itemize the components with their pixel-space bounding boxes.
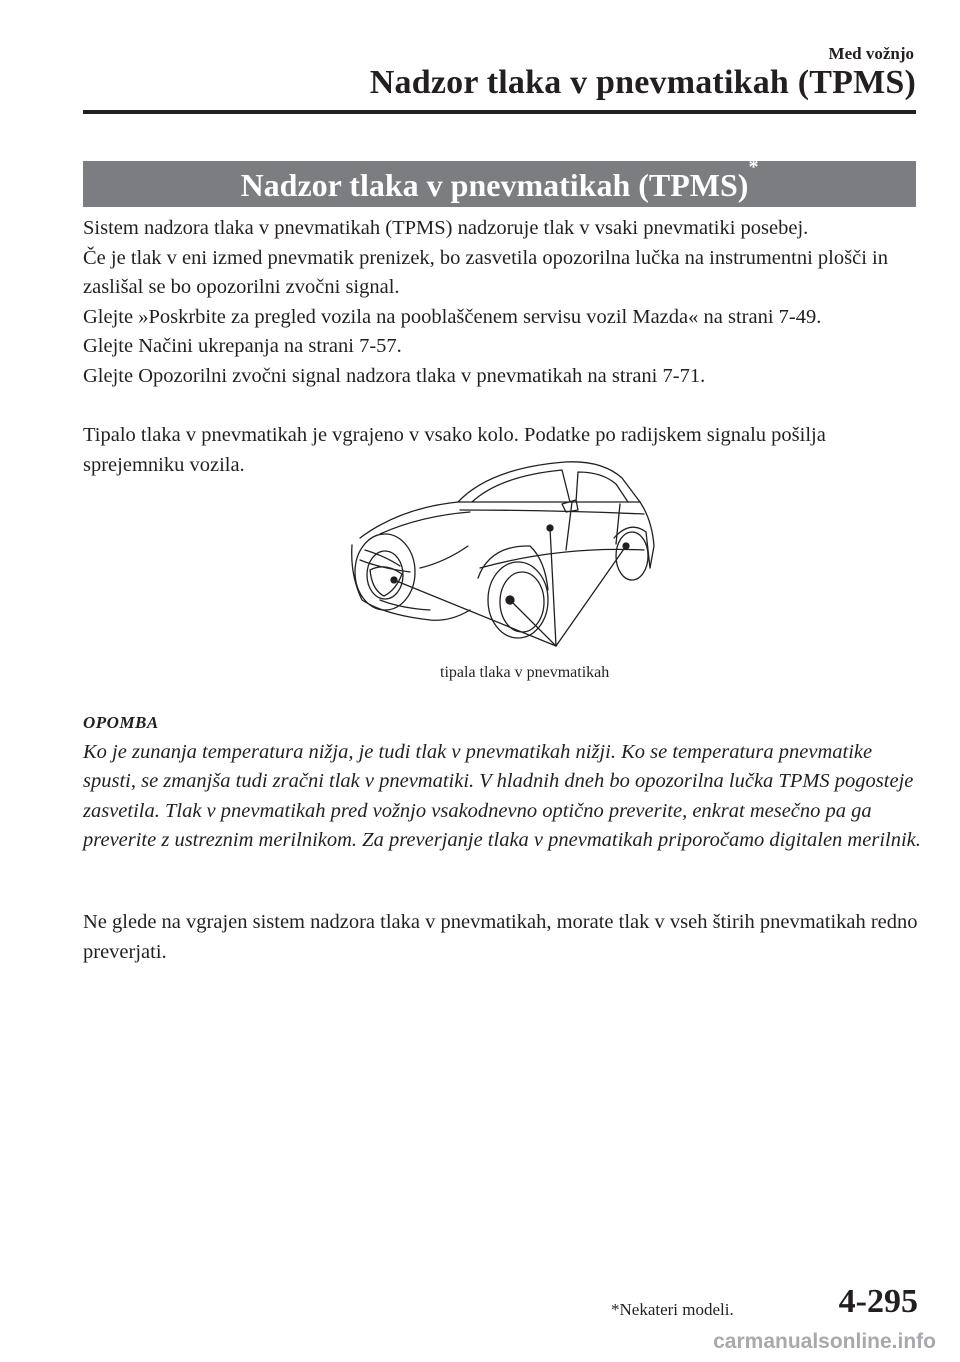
car-illustration xyxy=(340,450,660,660)
watermark: carmanualsonline.info xyxy=(713,1330,936,1353)
closing-paragraph: Ne glede na vgrajen sistem nadzora tlaka v pnevmatikah, morate tlak v vseh štirih pnevmatikah redno preverjati. xyxy=(83,911,918,963)
note-block xyxy=(83,708,923,856)
figure-caption: tipala tlaka v pnevmatikah xyxy=(440,664,610,681)
note-title: OPOMBA xyxy=(83,713,159,732)
note-text: Ko je zunanja temperatura nižja, je tudi tlak v pnevmatikah nižji. Ko se temperatura pnevmatike spusti, se zmanjša tudi zračni tlak v pnevmatiki. V hladnih dneh bo opozorilna lučka TPMS pogosteje zasvetila. Tlak v pnevmatikah pred vožnjo vsakodnevno optično preverite, enkrat mesečno pa ga preverite z ustreznim merilnikom. Za preverjanje tlaka v pnevmatikah priporočamo digitalen merilnik. xyxy=(83,740,921,851)
banner-asterisk: * xyxy=(748,156,759,178)
section-banner xyxy=(83,156,916,207)
sensor-paragraph: Tipalo tlaka v pnevmatikah je vgrajeno v vsako kolo. Podatke po radijskem signalu pošilja sprejemniku vozila. xyxy=(83,424,826,476)
header-rule xyxy=(83,110,916,114)
banner-title: Nadzor tlaka v pnevmatikah (TPMS) xyxy=(240,167,749,203)
header-section: Med vožnjo xyxy=(828,44,914,63)
reference-link: Glejte Načini ukrepanja na strani 7-57. xyxy=(83,335,402,357)
reference-link: Glejte Opozorilni zvočni signal nadzora tlaka v pnevmatikah na strani 7-71. xyxy=(83,364,706,387)
body-text xyxy=(83,214,923,480)
intro-paragraph: Če je tlak v eni izmed pnevmatik prenizek, bo zasvetila opozorilna lučka na instrumentni plošči in zaslišal se bo opozorilni zvočni signal. xyxy=(83,246,888,298)
closing-block xyxy=(83,908,923,967)
page-number: 4-295 xyxy=(838,1283,918,1320)
reference-link: Glejte »Poskrbite za pregled vozila na pooblaščenem servisu vozil Mazda« na strani 7-49. xyxy=(83,305,822,328)
footnote: *Nekateri modeli. xyxy=(611,1300,734,1319)
header-title: Nadzor tlaka v pnevmatikah (TPMS) xyxy=(369,64,916,101)
intro-paragraph: Sistem nadzora tlaka v pnevmatikah (TPMS) nadzoruje tlak v vsaki pnevmatiki posebej. xyxy=(83,217,809,239)
